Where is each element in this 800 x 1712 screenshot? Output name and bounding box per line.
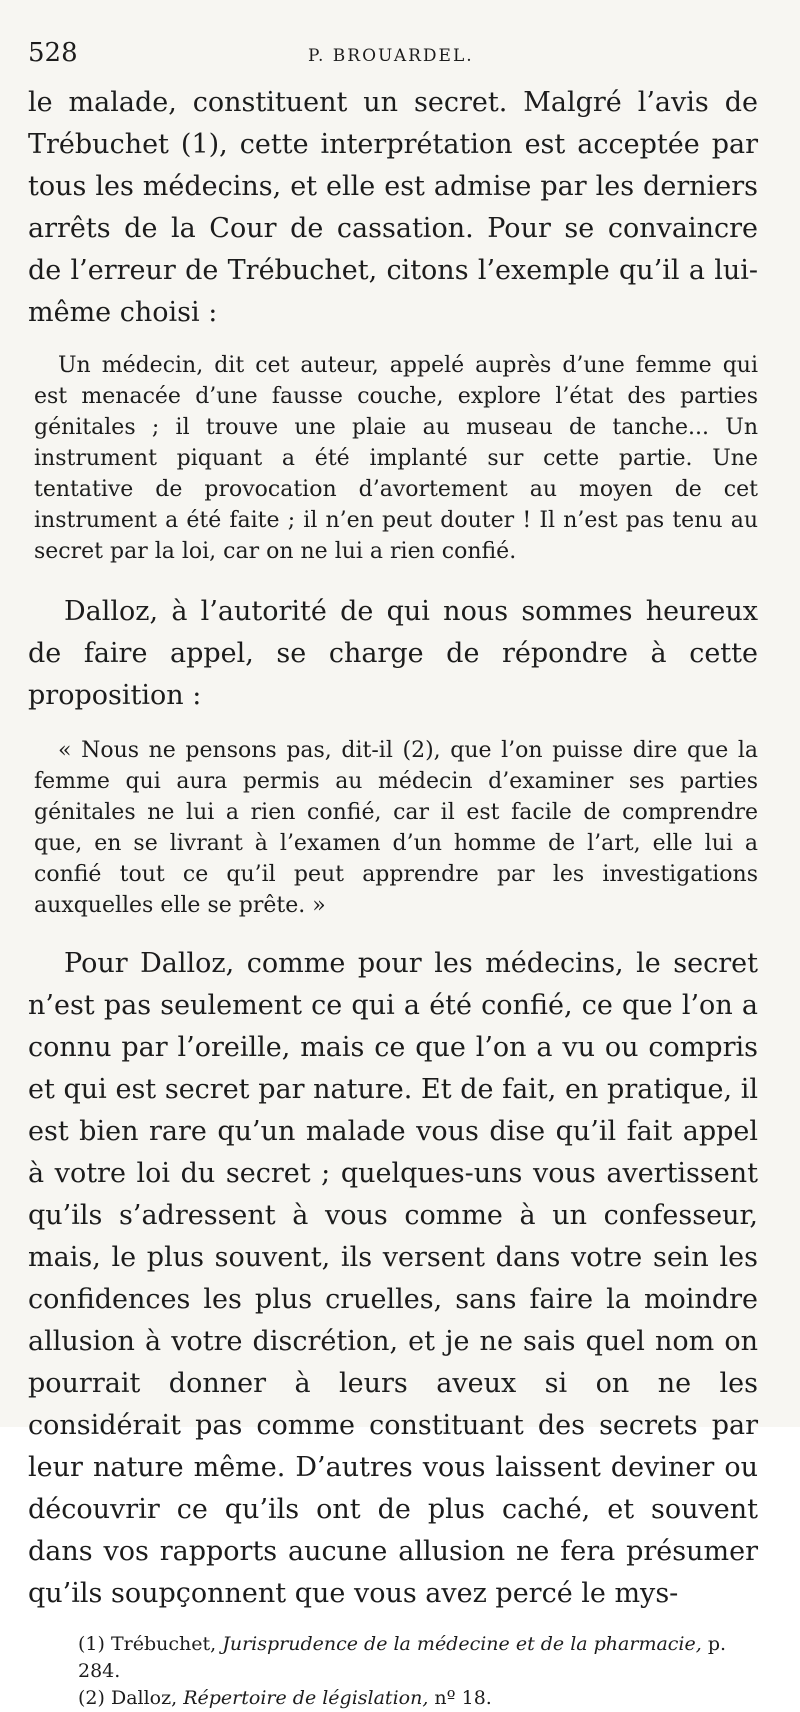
footnote-title: Répertoire de législation, xyxy=(183,1687,429,1709)
footnote-marker: (2) xyxy=(78,1687,105,1709)
footnotes xyxy=(28,1631,758,1712)
footnote xyxy=(78,1685,758,1712)
page-header xyxy=(28,38,758,78)
footnote-author: Trébuchet, xyxy=(110,1633,217,1655)
body-paragraph: le malade, constituent un secret. Malgré l’avis de Trébuchet (1), cette interprétation est acceptée par tous les médecins, et elle est admise par les derniers arrêts de la Cour de cassation. Pour se convaincre de l’erreur de Trébuchet, citons l’exemple qu’il a lui-même choisi : xyxy=(28,87,758,328)
footnote-reference: nº 18. xyxy=(434,1687,492,1709)
footnote-reference: p. 284. xyxy=(78,1633,727,1682)
footnote-marker: (1) xyxy=(78,1633,105,1655)
body-paragraph: Pour Dalloz, comme pour les médecins, le secret n’est pas seulement ce qui a été confié, ce que l’on a connu par l’oreille, mais ce que l’on a vu ou compris et qui est secret par nature. Et de fait, en pratique, il est bien rare qu’un malade vous dise qu’il fait appel à votre loi du secret ; quelques-uns vous avertissent qu’ils s’adressent à vous comme à un confesseur, mais, le plus souvent, ils versent dans votre sein les confidences les plus cruelles, sans faire la moindre allusion à votre discrétion, et je ne sais quel nom on pourrait donner à leurs aveux si on ne les considérait pas comme constituant des secrets par leur nature même. D’autres vous laissent deviner ou découvrir ce qu’ils ont de plus caché, et souvent dans vos rapports aucune allusion ne fera présumer qu’ils soupçonnent que vous avez percé le mys- xyxy=(28,948,758,1609)
quoted-passage: Un médecin, dit cet auteur, appelé auprès d’une femme qui est menacée d’une fausse couche, explore l’état des parties génitales ; il trouve une plaie au museau de tanche... Un instrument piquant a été implanté sur cette partie. Une tentative de provocation d’avortement au moyen de cet instrument a été faite ; il n’en peut douter ! Il n’est pas tenu au secret par la loi, car on ne lui a rien confié. xyxy=(34,353,758,564)
footnote-author: Dalloz, xyxy=(110,1687,178,1709)
body-paragraph: Dalloz, à l’autorité de qui nous sommes heureux de faire appel, se charge de répondre à cette proposition : xyxy=(28,596,758,711)
footnote-title: Jurisprudence de la médecine et de la pharmacie, xyxy=(222,1633,702,1655)
footnote xyxy=(78,1631,758,1685)
page-number: 528 xyxy=(28,38,78,68)
running-head: P. BROUARDEL. xyxy=(308,46,474,66)
quoted-passage: « Nous ne pensons pas, dit-il (2), que l’on puisse dire que la femme qui aura permis au médecin d’examiner ses parties génitales ne lui a rien confié, car il est facile de comprendre que, en se livrant à l’examen d’un homme de l’art, elle lui a confié tout ce qu’il peut apprendre par les investigations auxquelles elle se prête. » xyxy=(34,738,758,918)
